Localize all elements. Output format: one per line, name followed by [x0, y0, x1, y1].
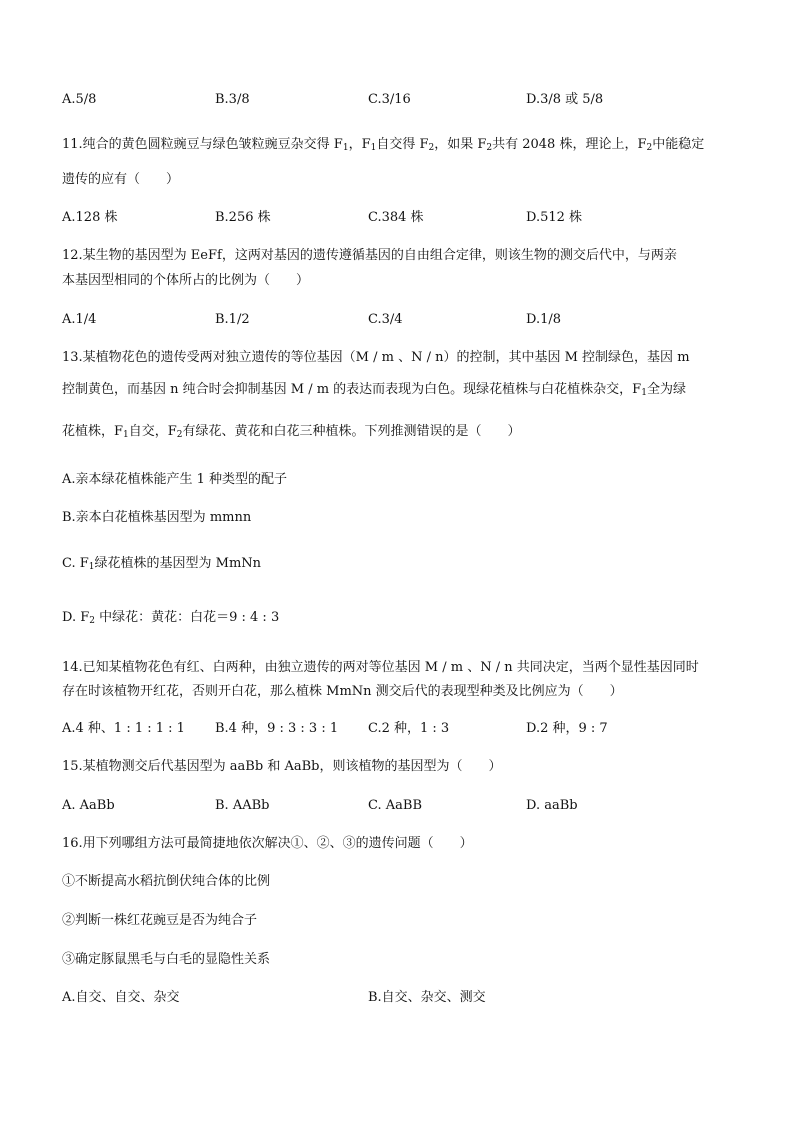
q13-stem-line-2: 控制黄色，而基因 n 纯合时会抑制基因 M / m 的表达而表现为白色。现绿花植株与白花植株杂交，$F_1$全为绿: [62, 382, 686, 398]
q13-option-a: A.亲本绿花植株能产生 1 种类型的配子: [62, 472, 288, 487]
q14-option-c: C.2 种，1 : 3: [368, 721, 450, 736]
q15-option-c: C. AaBB: [368, 798, 422, 813]
q11-option-a: A.128 株: [62, 210, 118, 225]
q13-option-b: B.亲本白花植株基因型为 mmnn: [62, 510, 252, 525]
q16-item-3: ③确定豚鼠黑毛与白毛的显隐性关系: [62, 952, 271, 967]
q14-option-b: B.4 种，9 : 3 : 3 : 1: [215, 721, 339, 736]
q10-option-a: A.5/8: [62, 92, 97, 107]
q14-stem-line-1: 14.已知某植物花色有红、白两种，由独立遗传的两对等位基因 M / m 、N / n 共同决定，当两个显性基因同时: [62, 660, 699, 675]
q14-option-d: D.2 种，9 : 7: [526, 721, 608, 736]
q11-stem-line-1: 11.纯合的黄色圆粒豌豆与绿色皱粒豌豆杂交得 $F_1$，$F_1$自交得 $F_2$，如果 $F_2$共有 2048 株，理论上，$F_2$中能稳定: [62, 137, 705, 153]
q11-option-d: D.512 株: [526, 210, 583, 225]
q10-option-d: D.3/8 或 5/8: [526, 92, 604, 107]
q16-stem: 16.用下列哪组方法可最简捷地依次解决①、②、③的遗传问题（ ）: [62, 836, 473, 851]
q16-option-a: A.自交、自交、杂交: [62, 990, 180, 1005]
q13-option-d: D. $F_2$ 中绿花：黄花：白花＝9 : 4 : 3: [62, 610, 280, 626]
q14-option-a: A.4 种、1 : 1 : 1 : 1: [62, 721, 185, 736]
q10-option-b: B.3/8: [215, 92, 250, 107]
q12-stem-line-1: 12.某生物的基因型为 EeFf，这两对基因的遗传遵循基因的自由组合定律，则该生物的测交后代中，与两亲: [62, 248, 677, 263]
q12-stem-line-2: 本基因型相同的个体所占的比例为（ ）: [62, 273, 310, 288]
q16-item-1: ①不断提高水稻抗倒伏纯合体的比例: [62, 874, 271, 889]
q11-stem-line-2: 遗传的应有（ ）: [62, 172, 180, 187]
q13-stem-line-3: 花植株，$F_1$自交，$F_2$有绿花、黄花和白花三种植株。下列推测错误的是（ ）: [62, 424, 521, 440]
q12-option-d: D.1/8: [526, 312, 562, 327]
q16-option-b: B.自交、杂交、测交: [368, 990, 486, 1005]
q15-option-a: A. AaBb: [62, 798, 115, 813]
q12-option-c: C.3/4: [368, 312, 403, 327]
q14-stem-line-2: 存在时该植物开红花，否则开白花，那么植株 MmNn 测交后代的表现型种类及比例应为（ ）: [62, 684, 623, 699]
q13-option-c: C. $F_1$绿花植株的基因型为 MmNn: [62, 556, 262, 572]
q15-option-b: B. AABb: [215, 798, 270, 813]
q12-option-b: B.1/2: [215, 312, 250, 327]
q13-stem-line-1: 13.某植物花色的遗传受两对独立遗传的等位基因（M / m 、N / n）的控制，其中基因 M 控制绿色，基因 m: [62, 350, 690, 365]
q15-stem: 15.某植物测交后代基因型为 aaBb 和 AaBb，则该植物的基因型为（ ）: [62, 759, 502, 774]
q10-option-c: C.3/16: [368, 92, 411, 107]
q11-option-b: B.256 株: [215, 210, 271, 225]
q15-option-d: D. aaBb: [526, 798, 578, 813]
q16-item-2: ②判断一株红花豌豆是否为纯合子: [62, 913, 258, 928]
q11-option-c: C.384 株: [368, 210, 424, 225]
q12-option-a: A.1/4: [62, 312, 97, 327]
